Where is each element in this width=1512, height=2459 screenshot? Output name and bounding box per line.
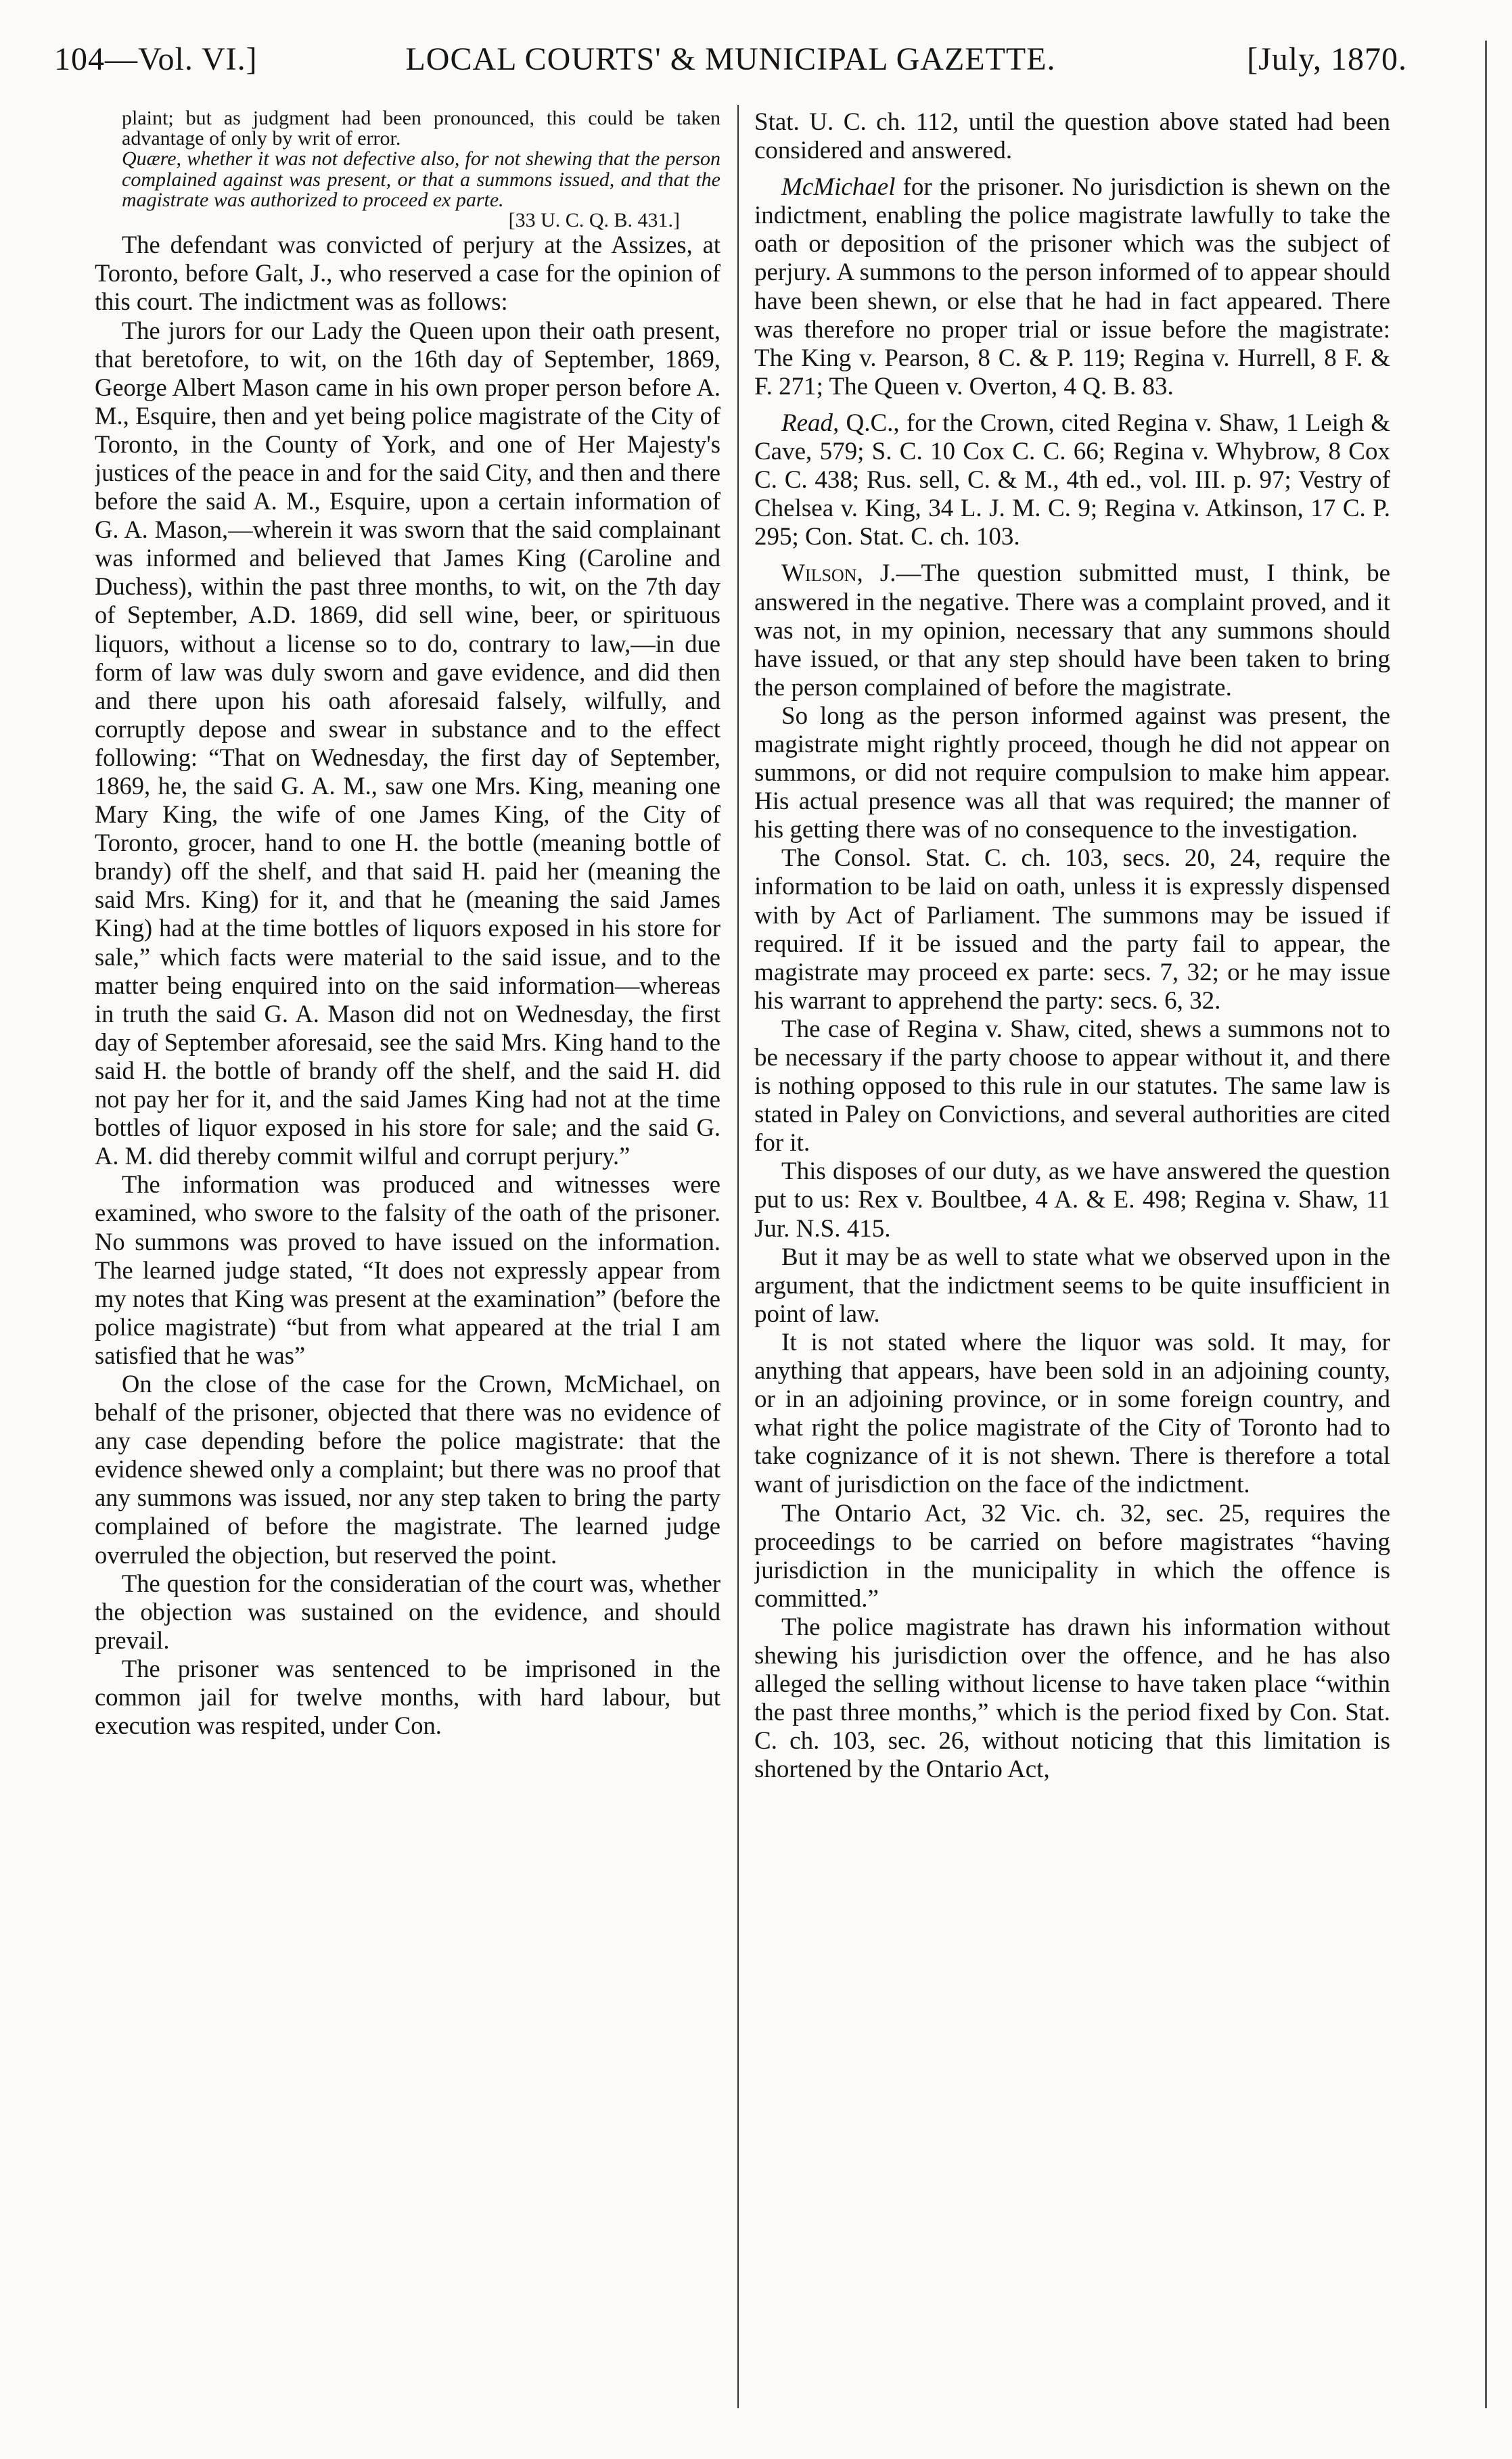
headnote xyxy=(95,108,720,231)
paragraph: The police magistrate has drawn his information without shewing his jurisdiction over the offence, and he has also alleged the selling without license to have taken place “within the past three months,” which is the period fixed by Con. Stat. C. ch. 103, sec. 26, without noticing that this limitation is shortened by the Ontario Act, xyxy=(754,1613,1390,1784)
paragraph: But it may be as well to state what we observed upon in the argument, that the indictment seems to be quite insufficient in point of law. xyxy=(754,1243,1390,1328)
paragraph: The Ontario Act, 32 Vic. ch. 32, sec. 25, requires the proceedings to be carried on before magistrates “having jurisdiction in the municipality in which the offence is committed.” xyxy=(754,1499,1390,1613)
publication-title: LOCAL COURTS' & MUNICIPAL GAZETTE. xyxy=(405,41,1056,77)
headnote-query: Quære, whether it was not defective also, for not shewing that the person complained against was present, or that a summons issued, and that the magistrate was authorized to proceed ex parte. xyxy=(122,147,720,211)
argument-prisoner: McMichael for the prisoner. No jurisdiction is shewn on the indictment, enabling the police magistrate lawfully to take the oath or deposition of the prisoner which was the subject of perjury. A summons to the person informed of to appear should have been shewn, or else that he had in fact appeared. There was therefore no proper trial or issue before the magistrate: The King v. Pearson, 8 C. & P. 119; Regina v. Hurrell, 8 F. & F. 271; The Queen v. Overton, 4 Q. B. 83. xyxy=(754,173,1390,400)
paragraph: The defendant was convicted of perjury at the Assizes, at Toronto, before Galt, J., who reserved a case for the opinion of this court. The indictment was as follows: xyxy=(95,231,720,316)
paragraph: The Consol. Stat. C. ch. 103, secs. 20, 24, require the information to be laid on oath, unless it is expressly dispensed with by Act of Parliament. The summons may be issued if required. If it be issued and the party fail to appear, the magistrate may proceed ex parte: secs. 7, 32; or he may issue his warrant to apprehend the party: secs. 6, 32. xyxy=(754,844,1390,1015)
page-edge xyxy=(1485,41,1487,2408)
counsel-name: Read, xyxy=(781,409,840,437)
judge-name: Wilson, J. xyxy=(781,559,896,588)
column-divider xyxy=(737,105,739,2408)
case-citation: [33 U. C. Q. B. 431.] xyxy=(508,209,680,232)
judgment: Wilson, J.—The question submitted must, I think, be answered in the negative. There was a complaint proved, and it was not, in my opinion, necessary that any summons should have issued, or that any step should have been taken to bring the person complained of before the magistrate. xyxy=(754,559,1390,702)
paragraph: The question for the consideratian of the court was, whether the objection was sustained on the evidence, and should prevail. xyxy=(95,1569,720,1654)
page-volume: 104—Vol. VI.] xyxy=(54,41,258,77)
left-column xyxy=(95,108,720,2408)
headnote-line: plaint; but as judgment had been pronounced, this could be taken advantage of only by writ of error. xyxy=(122,108,720,150)
issue-date: [July, 1870. xyxy=(1247,41,1407,77)
paragraph: This disposes of our duty, as we have answered the question put to us: Rex v. Boultbee, 4 A. & E. 498; Regina v. Shaw, 11 Jur. N.S. 415. xyxy=(754,1157,1390,1243)
indictment-text: The jurors for our Lady the Queen upon their oath present, that beretofore, to wit, on the 16th day of September, 1869, George Albert Mason came in his own proper person before A. M., Esquire, then and yet being police magistrate of the City of Toronto, in the County of York, and one of Her Majesty's justices of the peace in and for the said City, and then and there before the said A. M., Esquire, upon a certain information of G. A. Mason,—wherein it was sworn that the said complainant was informed and believed that James King (Caroline and Duchess), within the past three months, to wit, on the 7th day of September, A.D. 1869, did sell wine, beer, or spirituous liquors, without a license so to do, contrary to law,—in due form of law was duly sworn and gave evidence, and did then and there upon his oath aforesaid falsely, wilfully, and corruptly depose and swear in substance and to the effect following: “That on Wednesday, the first day of September, 1869, he, the said G. A. M., saw one Mrs. King, meaning one Mary King, the wife of one James King, of the City of Toronto, grocer, hand to one H. the bottle (meaning bottle of brandy) off the shelf, and that said H. paid her (meaning the said Mrs. King) for it, and that he (meaning the said James King) had at the time bottles of liquors exposed in his store for sale,” which facts were material to the said issue, and to the matter being enquired into on the said information—whereas in truth the said G. A. Mason did not on Wednesday, the first day of September aforesaid, see the said Mrs. King hand to the said H. the bottle of brandy off the shelf, and the said H. did not pay her for it, and the said James King had not at the time bottles of liquor exposed in his store for sale; and the said G. A. M. did thereby commit wilful and corrupt perjury.” xyxy=(95,316,720,1170)
right-column xyxy=(754,108,1390,2408)
paragraph: Stat. U. C. ch. 112, until the question above stated had been considered and answered. xyxy=(754,108,1390,165)
paragraph: The information was produced and witnesses were examined, who swore to the falsity of the oath of the prisoner. No summons was proved to have issued on the information. The learned judge stated, “It does not expressly appear from my notes that King was present at the examination” (before the police magistrate) “but from what appeared at the trial I am satisfied that he was” xyxy=(95,1170,720,1369)
paragraph: The case of Regina v. Shaw, cited, shews a summons not to be necessary if the party choose to appear without it, and there is nothing opposed to this rule in our statutes. The same law is stated in Paley on Convictions, and several authorities are cited for it. xyxy=(754,1015,1390,1157)
paragraph: The prisoner was sentenced to be imprisoned in the common jail for twelve months, with hard labour, but execution was respited, under Con. xyxy=(95,1654,720,1740)
paragraph: So long as the person informed against was present, the magistrate might rightly proceed, though he did not appear on summons, or did not require compulsion to make him appear. His actual presence was all that was required; the manner of his getting there was of no consequence to the investigation. xyxy=(754,702,1390,844)
paragraph: It is not stated where the liquor was sold. It may, for anything that appears, have been sold in an adjoining county, or in an adjoining province, or in some foreign country, and what right the police magistrate of the City of Toronto had to take cognizance of it is not shewn. There is therefore a total want of jurisdiction on the face of the indictment. xyxy=(754,1328,1390,1499)
counsel-name: McMichael xyxy=(781,173,896,202)
paragraph: On the close of the case for the Crown, McMichael, on behalf of the prisoner, objected that there was no evidence of any case depending before the police magistrate: that the evidence shewed only a complaint; but there was no proof that any summons was issued, nor any step taken to bring the party complained of before the magistrate. The learned judge overruled the objection, but reserved the point. xyxy=(95,1369,720,1569)
argument-crown: Read, Q.C., for the Crown, cited Regina v. Shaw, 1 Leigh & Cave, 579; S. C. 10 Cox C. C. 66; Regina v. Whybrow, 8 Cox C. C. 438; Rus. sell, C. & M., 4th ed., vol. III. p. 97; Vestry of Chelsea v. King, 34 L. J. M. C. 9; Regina v. Atkinson, 17 C. P. 295; Con. Stat. C. ch. 103. xyxy=(754,409,1390,551)
page-header xyxy=(54,41,1407,95)
